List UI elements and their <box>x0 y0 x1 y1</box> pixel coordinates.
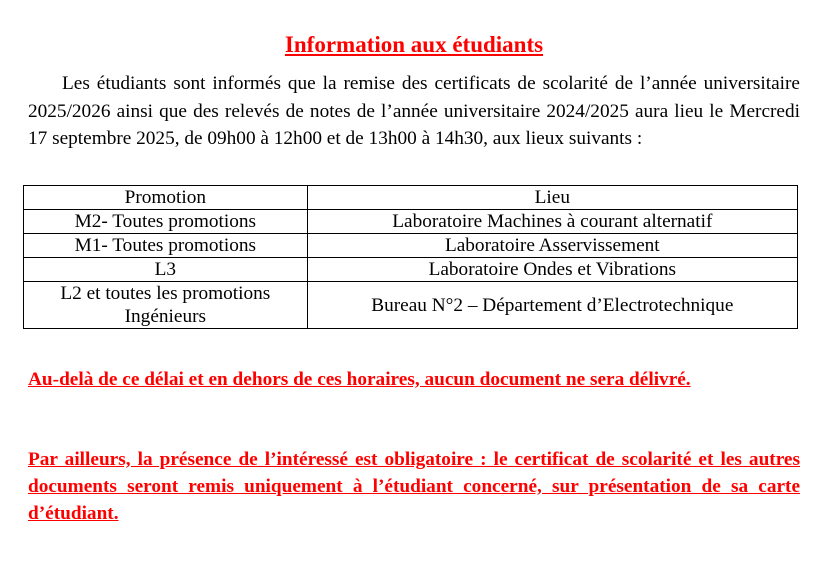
promotion-cell: L3 <box>24 258 308 282</box>
intro-paragraph: Les étudiants sont informés que la remise des certificats de scolarité de l’année universitaire 2025/2026 ainsi que des relevés de notes de l’année universitaire 2024/2025 aura lieu le Mercredi 17 septembre 2025, de 09h00 à 12h00 et de 13h00 à 14h30, aux lieux suivants : <box>28 73 800 150</box>
page-title: Information aux étudiants <box>284 32 544 57</box>
table-row <box>24 258 798 282</box>
lieu-cell: Laboratoire Ondes et Vibrations <box>307 258 797 282</box>
promotion-cell: L2 et toutes les promotions Ingénieurs <box>24 282 308 329</box>
lieu-cell: Laboratoire Machines à courant alternatif <box>307 210 797 234</box>
deadline-notice: Au-delà de ce délai et en dehors de ces horaires, aucun document ne sera délivré. <box>28 369 691 390</box>
promotion-cell: M1- Toutes promotions <box>24 234 308 258</box>
table-row <box>24 282 798 329</box>
presence-notice: Par ailleurs, la présence de l’intéressé est obligatoire : le certificat de scolarité et les autres documents seront remis uniquement à l’étudiant concerné, sur présentation de sa carte d’étudiant. <box>28 449 800 524</box>
promotion-cell: M2- Toutes promotions <box>24 210 308 234</box>
table-row <box>24 210 798 234</box>
lieu-cell: Laboratoire Asservissement <box>307 234 797 258</box>
column-header-lieu: Lieu <box>307 186 797 210</box>
column-header-promotion: Promotion <box>24 186 308 210</box>
locations-table <box>23 185 798 329</box>
table-row <box>24 234 798 258</box>
lieu-cell: Bureau N°2 – Département d’Electrotechnique <box>307 282 797 329</box>
table-header-row <box>24 186 798 210</box>
